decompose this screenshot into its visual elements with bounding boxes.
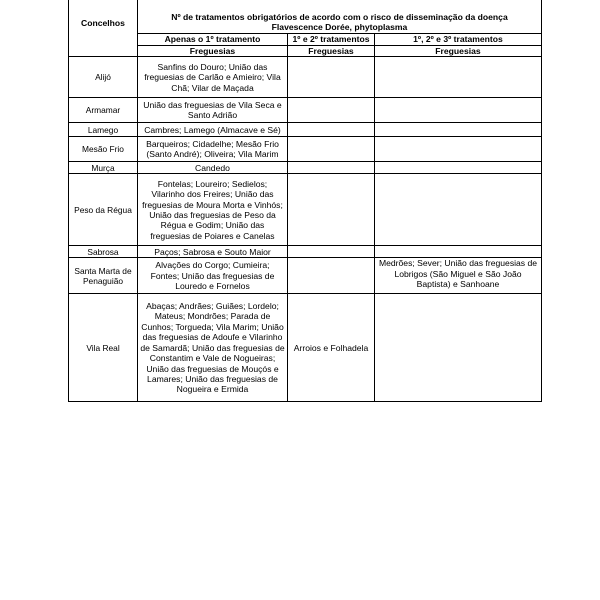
freguesias-header-1: Freguesias <box>138 46 288 57</box>
concelho-cell: Peso da Régua <box>69 174 138 246</box>
concelhos-header: Concelhos <box>69 0 138 57</box>
treatments-table <box>68 0 542 402</box>
concelho-cell: Alijó <box>69 57 138 98</box>
concelho-cell: Vila Real <box>69 294 138 402</box>
treatment-1-cell: Abaças; Andrães; Guiães; Lordelo; Mateus; Mondrões; Parada de Cunhos; Torgueda; Vila Marim; União das freguesias de Adoufe e Vilarinho de Samardã; União das freguesias de Constantim e Vale de Nogueiras; União das freguesias de Mouçós e Lamares; União das freguesias de Nogueira e Ermida <box>138 294 288 402</box>
treatment-1-cell: Fontelas; Loureiro; Sedielos; Vilarinho dos Freires; União das freguesias de Moura Morta e Vinhós; União das freguesias de Peso da Régua e Godim; União das freguesias de Poiares e Canelas <box>138 174 288 246</box>
table-row <box>69 162 542 174</box>
concelho-cell: Sabrosa <box>69 246 138 258</box>
table-row <box>69 174 542 246</box>
table-row <box>69 123 542 137</box>
treatment-3-cell <box>375 57 542 98</box>
freguesias-header-3: Freguesias <box>375 46 542 57</box>
main-title-cell <box>138 0 542 34</box>
treatment-2-cell <box>288 123 375 137</box>
treatment-3-cell <box>375 174 542 246</box>
subheader-treatment-1: Apenas o 1º tratamento <box>138 34 288 46</box>
subheader-treatment-2: 1º e 2º tratamentos <box>288 34 375 46</box>
table-row <box>69 294 542 402</box>
treatment-1-cell: Sanfins do Douro; União das freguesias de Carlão e Amieiro; Vila Chã; Vilar de Maçada <box>138 57 288 98</box>
treatment-2-cell: Arroios e Folhadela <box>288 294 375 402</box>
treatment-2-cell <box>288 258 375 294</box>
table-row <box>69 137 542 162</box>
treatment-3-cell <box>375 162 542 174</box>
treatment-1-cell: Cambres; Lamego (Almacave e Sé) <box>138 123 288 137</box>
treatment-2-cell <box>288 137 375 162</box>
treatment-1-cell: Alvações do Corgo; Cumieira; Fontes; União das freguesias de Louredo e Fornelos <box>138 258 288 294</box>
table-row <box>69 258 542 294</box>
concelho-cell: Armamar <box>69 98 138 123</box>
treatment-3-cell <box>375 98 542 123</box>
treatment-1-cell: Barqueiros; Cidadelhe; Mesão Frio (Santo André); Oliveira; Vila Marim <box>138 137 288 162</box>
treatment-2-cell <box>288 98 375 123</box>
treatment-2-cell <box>288 57 375 98</box>
table-row <box>69 246 542 258</box>
treatment-1-cell: Candedo <box>138 162 288 174</box>
treatment-3-cell <box>375 246 542 258</box>
table-row <box>69 57 542 98</box>
treatment-2-cell <box>288 162 375 174</box>
treatment-3-cell: Medrões; Sever; União das freguesias de Lobrigos (São Miguel e São João Baptista) e Sanhoane <box>375 258 542 294</box>
table-row <box>69 98 542 123</box>
concelho-cell: Murça <box>69 162 138 174</box>
main-title-line-1: Nº de tratamentos obrigatórios de acordo com o risco de disseminação da doença <box>171 11 508 22</box>
freguesias-header-2: Freguesias <box>288 46 375 57</box>
treatment-1-cell: Paços; Sabrosa e Souto Maior <box>138 246 288 258</box>
concelho-cell: Lamego <box>69 123 138 137</box>
concelho-cell: Santa Marta de Penaguião <box>69 258 138 294</box>
treatment-3-cell <box>375 137 542 162</box>
treatment-2-cell <box>288 174 375 246</box>
concelho-cell: Mesão Frio <box>69 137 138 162</box>
treatment-1-cell: União das freguesias de Vila Seca e Santo Adrião <box>138 98 288 123</box>
treatment-2-cell <box>288 246 375 258</box>
subheader-treatment-3: 1º, 2º e 3º tratamentos <box>375 34 542 46</box>
treatment-3-cell <box>375 294 542 402</box>
treatment-3-cell <box>375 123 542 137</box>
main-title-line-2: Flavescence Dorée, phytoplasma <box>271 22 408 32</box>
